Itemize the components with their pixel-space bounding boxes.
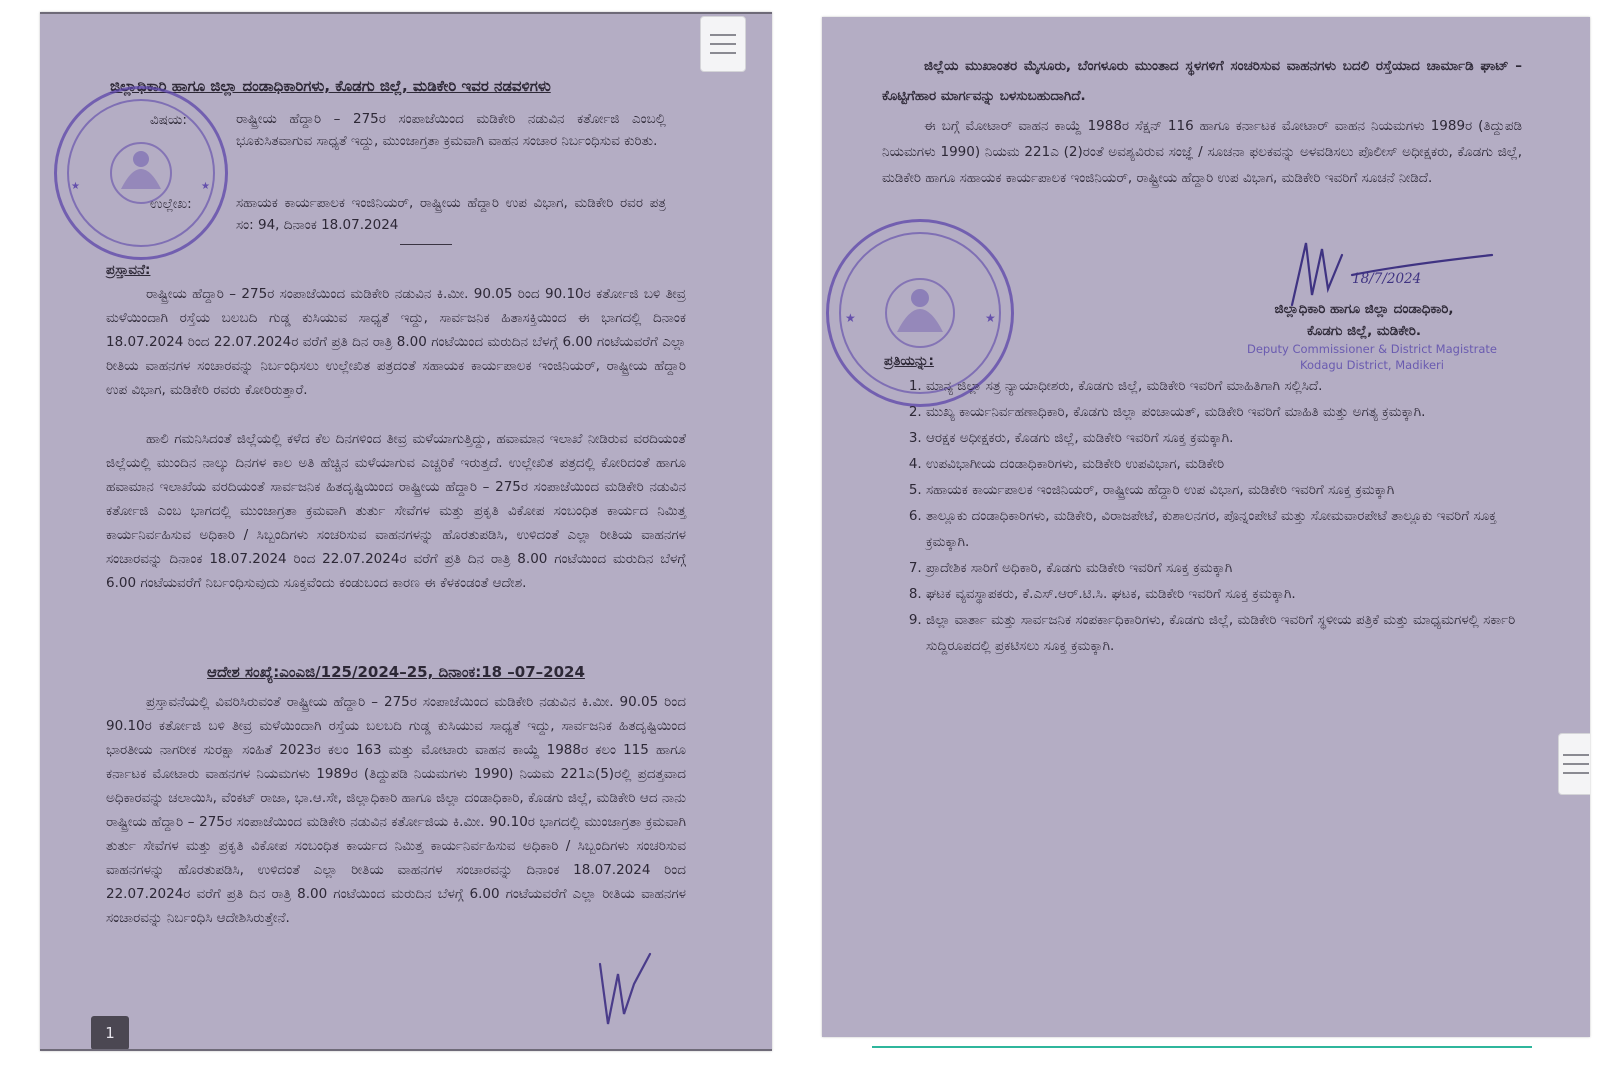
copy-recipient-list — [904, 373, 1536, 659]
list-item: 6. ತಾಲ್ಲೂಕು ದಂಡಾಧಿಕಾರಿಗಳು, ಮಡಿಕೇರಿ, ವಿರಾಜಪೇಟೆ, ಕುಶಾಲನಗರ, ಪೊನ್ನಂಪೇಟೆ ಮತ್ತು ಸೋಮವಾರಪೇಟೆ ತಾಲ್ಲೂಕು ಇವರಿಗೆ ಸೂಕ್ತ ಕ್ರಮಕ್ಕಾಗಿ. — [926, 503, 1536, 555]
list-item: 9. ಜಿಲ್ಲಾ ವಾರ್ತಾ ಮತ್ತು ಸಾರ್ವಜನಿಕ ಸಂಪರ್ಕಾಧಿಕಾರಿಗಳು, ಕೊಡಗು ಜಿಲ್ಲೆ, ಮಡಿಕೇರಿ ಇವರಿಗೆ ಸ್ಥಳೀಯ ಪತ್ರಿಕೆ ಮತ್ತು ಮಾಧ್ಯಮಗಳಲ್ಲಿ ಸರ್ಕಾರಿ ಸುದ್ದಿರೂಪದಲ್ಲಿ ಪ್ರಕಟಿಸಲು ಸೂಕ್ತ ಕ್ರಮಕ್ಕಾಗಿ. — [926, 607, 1536, 659]
hamburger-icon — [1563, 772, 1589, 774]
order-heading: ಜಿಲ್ಲಾಧಿಕಾರಿ ಹಾಗೂ ಜಿಲ್ಲಾ ದಂಡಾಧಿಕಾರಿಗಳು, ಕೊಡಗು ಜಿಲ್ಲೆ, ಮಡಿಕೇರಿ ಇವರ ನಡವಳಿಗಳು — [110, 77, 551, 95]
preamble-label: ಪ್ರಸ್ತಾವನೆ: — [106, 262, 151, 278]
subject-label: ವಿಷಯ: — [150, 112, 187, 128]
signature-date: 18/7/2024 — [1352, 271, 1422, 287]
document-page-1 — [40, 12, 772, 1051]
reference-text: ಸಹಾಯಕ ಕಾರ್ಯಪಾಲಕ ಇಂಜಿನಿಯರ್, ರಾಷ್ಟ್ರೀಯ ಹೆದ್ದಾರಿ ಉಪ ವಿಭಾಗ, ಮಡಿಕೇರಿ ರವರ ಪತ್ರ ಸಂ: 94, ದಿನಾಂಕ 18.07.2024 — [236, 195, 666, 233]
document-page-2 — [822, 17, 1590, 1037]
svg-text:★: ★ — [201, 181, 210, 192]
svg-text:★: ★ — [845, 311, 856, 325]
list-item: 2. ಮುಖ್ಯ ಕಾರ್ಯನಿರ್ವಹಣಾಧಿಕಾರಿ, ಕೊಡಗು ಜಿಲ್ಲಾ ಪಂಚಾಯತ್, ಮಡಿಕೇರಿ ಇವರಿಗೆ ಮಾಹಿತಿ ಮತ್ತು ಅಗತ್ಯ ಕ್ರಮಕ್ಕಾಗಿ. — [926, 399, 1536, 425]
list-item: 3. ಆರಕ್ಷಕ ಅಧೀಕ್ಷಕರು, ಕೊಡಗು ಜಿಲ್ಲೆ, ಮಡಿಕೇರಿ ಇವರಿಗೆ ಸೂಕ್ತ ಕ್ರಮಕ್ಕಾಗಿ. — [926, 425, 1536, 451]
page-number-badge: 1 — [91, 1016, 129, 1050]
list-item: 5. ಸಹಾಯಕ ಕಾರ್ಯಪಾಲಕ ಇಂಜಿನಿಯರ್, ರಾಷ್ಟ್ರೀಯ ಹೆದ್ದಾರಿ ಉಪ ವಿಭಾಗ, ಮಡಿಕೇರಿ ಇವರಿಗೆ ಸೂಕ್ತ ಕ್ರಮಕ್ಕಾಗಿ — [926, 477, 1536, 503]
hamburger-icon — [1563, 754, 1589, 756]
svg-text:★: ★ — [985, 311, 996, 325]
signatory-title: ಜಿಲ್ಲಾಧಿಕಾರಿ ಹಾಗೂ ಜಿಲ್ಲಾ ದಂಡಾಧಿಕಾರಿ, — [1274, 301, 1454, 317]
preamble-paragraph-1: ರಾಷ್ಟ್ರೀಯ ಹೆದ್ದಾರಿ – 275ರ ಸಂಪಾಜೆಯಿಂದ ಮಡಿಕೇರಿ ನಡುವಿನ ಕಿ.ಮೀ. 90.05 ರಿಂದ 90.10ರ ಕರ್ತೋಜಿ ಬಳಿ ತೀವ್ರ ಮಳೆಯಿಂದಾಗಿ ರಸ್ತೆಯ ಬಲಬದಿ ಗುಡ್ಡ ಕುಸಿಯುವ ಸಾಧ್ಯತೆ ಇದ್ದು, ಸಾರ್ವಜನಿಕ ಹಿತಾಸಕ್ತಿಯಿಂದ ಈ ಭಾಗದಲ್ಲಿ ದಿನಾಂಕ 18.07.2024 ರಿಂದ 22.07.2024ರ ವರೆಗೆ ಪ್ರತಿ ದಿನ ರಾತ್ರಿ 8.00 ಗಂಟೆಯಿಂದ ಮರುದಿನ ಬೆಳಗ್ಗೆ 6.00 ಗಂಟೆಯವರೆಗೆ ಎಲ್ಲಾ ರೀತಿಯ ವಾಹನಗಳ ಸಂಚಾರವನ್ನು ನಿರ್ಬಂಧಿಸಲು ಉಲ್ಲೇಖಿತ ಪತ್ರದಂತೆ ಸಹಾಯಕ ಕಾರ್ಯಪಾಲಕ ಇಂಜಿನಿಯರ್, ರಾಷ್ಟ್ರೀಯ ಹೆದ್ದಾರಿ ಉಪ ವಿಭಾಗ, ಮಡಿಕೇರಿ ರವರು ಕೋರಿರುತ್ತಾರೆ. — [106, 286, 686, 398]
page2-paragraph-2: ಈ ಬಗ್ಗೆ ಮೋಟಾರ್ ವಾಹನ ಕಾಯ್ದೆ 1988ರ ಸೆಕ್ಷನ್ 116 ಹಾಗೂ ಕರ್ನಾಟಕ ಮೋಟಾರ್ ವಾಹನ ನಿಯಮಗಳು 1989ರ (ತಿದ್ದುಪಡಿ ನಿಯಮಗಳು 1990) ನಿಯಮ 221ಎ (2)ರಂತೆ ಅವಶ್ಯವಿರುವ ಸಂಜ್ಞೆ / ಸೂಚನಾ ಫಲಕವನ್ನು ಅಳವಡಿಸಲು ಪೊಲೀಸ್ ಅಧೀಕ್ಷಕರು, ಕೊಡಗು ಜಿಲ್ಲೆ, ಮಡಿಕೇರಿ ಹಾಗೂ ಸಹಾಯಕ ಕಾರ್ಯಪಾಲಕ ಇಂಜಿನಿಯರ್, ರಾಷ್ಟ್ರೀಯ ಹೆದ್ದಾರಿ ಉಪ ವಿಭಾಗ, ಮಡಿಕೇರಿ ಇವರಿಗೆ ಸೂಚನೆ ನೀಡಿದೆ. — [882, 118, 1522, 186]
svg-text:★: ★ — [71, 181, 80, 192]
hamburger-icon — [710, 34, 736, 36]
reference-label: ಉಲ್ಲೇಖ: — [150, 196, 192, 212]
list-item: 7. ಪ್ರಾದೇಶಿಕ ಸಾರಿಗೆ ಅಧಿಕಾರಿ, ಕೊಡಗು ಮಡಿಕೇರಿ ಇವರಿಗೆ ಸೂಕ್ತ ಕ್ರಮಕ್ಕಾಗಿ — [926, 555, 1536, 581]
seal-line-2: Kodagu District, Madikeri — [1300, 358, 1444, 372]
list-item: 8. ಘಟಕ ವ್ಯವಸ್ಥಾಪಕರು, ಕೆ.ಎಸ್.ಆರ್.ಟಿ.ಸಿ. ಘಟಕ, ಮಡಿಕೇರಿ ಇವರಿಗೆ ಸೂಕ್ತ ಕ್ರಮಕ್ಕಾಗಿ. — [926, 581, 1536, 607]
page-menu-button-side[interactable] — [1558, 733, 1590, 795]
page2-paragraph-1: ಜಿಲ್ಲೆಯ ಮುಖಾಂತರ ಮೈಸೂರು, ಬೆಂಗಳೂರು ಮುಂತಾದ ಸ್ಥಳಗಳಿಗೆ ಸಂಚರಿಸುವ ವಾಹನಗಳು ಬದಲಿ ರಸ್ತೆಯಾದ ಚಾರ್ಮಾಡಿ ಘಾಟ್ – ಕೊಟ್ಟಿಗೆಹಾರ ಮಾರ್ಗವನ್ನು ಬಳಸುಬಹುದಾಗಿದೆ. — [882, 58, 1522, 104]
order-number-title: ಆದೇಶ ಸಂಖ್ಯೆ:ಎಂಎಜಿ/125/2024–25, ದಿನಾಂಕ:18 –07–2024 — [207, 663, 585, 681]
hamburger-icon — [710, 43, 736, 45]
subject-text: ರಾಷ್ಟ್ರೀಯ ಹೆದ್ದಾರಿ – 275ರ ಸಂಪಾಜೆಯಿಂದ ಮಡಿಕೇರಿ ನಡುವಿನ ಕರ್ತೋಜಿ ಎಂಬಲ್ಲಿ ಭೂಕುಸಿತವಾಗುವ ಸಾಧ್ಯತೆ ಇದ್ದು, ಮುಂಜಾಗ್ರತಾ ಕ್ರಮವಾಗಿ ವಾಹನ ಸಂಚಾರ ನಿರ್ಬಂಧಿಸುವ ಕುರಿತು. — [236, 111, 666, 149]
seal-line-1: Deputy Commissioner & District Magistrate — [1246, 342, 1498, 356]
copy-to-label: ಪ್ರತಿಯನ್ನು: — [884, 353, 934, 369]
list-item: 1. ಮಾನ್ಯ ಜಿಲ್ಲಾ ಸತ್ರ ನ್ಯಾಯಾಧೀಶರು, ಕೊಡಗು ಜಿಲ್ಲೆ, ಮಡಿಕೇರಿ ಇವರಿಗೆ ಮಾಹಿತಿಗಾಗಿ ಸಲ್ಲಿಸಿದೆ. — [926, 373, 1536, 399]
preamble-paragraph-2: ಹಾಲಿ ಗಮನಿಸಿದಂತೆ ಜಿಲ್ಲೆಯಲ್ಲಿ ಕಳೆದ ಕೆಲ ದಿನಗಳಿಂದ ತೀವ್ರ ಮಳೆಯಾಗುತ್ತಿದ್ದು, ಹವಾಮಾನ ಇಲಾಖೆ ನೀಡಿರುವ ವರದಿಯಂತೆ ಜಿಲ್ಲೆಯಲ್ಲಿ ಮುಂದಿನ ನಾಲ್ಕು ದಿನಗಳ ಕಾಲ ಅತಿ ಹೆಚ್ಚಿನ ಮಳೆಯಾಗುವ ಎಚ್ಚರಿಕೆ ಇರುತ್ತದೆ. ಉಲ್ಲೇಖಿತ ಪತ್ರದಲ್ಲಿ ಕೋರಿದಂತೆ ಹಾಗೂ ಹವಾಮಾನ ಇಲಾಖೆಯ ವರದಿಯಂತೆ ಸಾರ್ವಜನಿಕ ಹಿತದೃಷ್ಟಿಯಿಂದ ರಾಷ್ಟ್ರೀಯ ಹೆದ್ದಾರಿ – 275ರ ಸಂಪಾಜೆಯಿಂದ ಮಡಿಕೇರಿ ನಡುವಿನ ಕರ್ತೋಜಿ ಎಂಬ ಭಾಗದಲ್ಲಿ ಮುಂಜಾಗ್ರತಾ ಕ್ರಮವಾಗಿ ತುರ್ತು ಸೇವೆಗಳ ಮತ್ತು ಪ್ರಕೃತಿ ವಿಕೋಪ ಸಂಬಂಧಿತ ಕಾರ್ಯದ ನಿಮಿತ್ತ ಕಾರ್ಯನಿರ್ವಹಿಸುವ ಅಧಿಕಾರಿ / ಸಿಬ್ಬಂದಿಗಳು ಸಂಚರಿಸುವ ವಾಹನಗಳನ್ನು ಹೊರತುಪಡಿಸಿ, ಉಳಿದಂತೆ ಎಲ್ಲಾ ರೀತಿಯ ವಾಹನಗಳ ಸಂಚಾರವನ್ನು ದಿನಾಂಕ 18.07.2024 ರಿಂದ 22.07.2024ರ ವರೆಗೆ ಪ್ರತಿ ದಿನ ರಾತ್ರಿ 8.00 ಗಂಟೆಯಿಂದ ಮರುದಿನ ಬೆಳಗ್ಗೆ 6.00 ಗಂಟೆಯವರೆಗೆ ನಿರ್ಬಂಧಿಸುವುದು ಸೂಕ್ತವೆಂದು ಕಂಡುಬಂದ ಕಾರಣ ಈ ಕೆಳಕಂಡಂತೆ ಆದೇಶ. — [106, 431, 686, 591]
hamburger-icon — [1563, 763, 1589, 765]
page-scroll-indicator — [872, 1046, 1532, 1048]
order-paragraph: ಪ್ರಸ್ತಾವನೆಯಲ್ಲಿ ವಿವರಿಸಿರುವಂತೆ ರಾಷ್ಟ್ರೀಯ ಹೆದ್ದಾರಿ – 275ರ ಸಂಪಾಜೆಯಿಂದ ಮಡಿಕೇರಿ ನಡುವಿನ ಕಿ.ಮೀ. 90.05 ರಿಂದ 90.10ರ ಕರ್ತೋಜಿ ಬಳಿ ತೀವ್ರ ಮಳೆಯಿಂದಾಗಿ ರಸ್ತೆಯ ಬಲಬದಿ ಗುಡ್ಡ ಕುಸಿಯುವ ಸಾಧ್ಯತೆ ಇದ್ದು, ಸಾರ್ವಜನಿಕ ಹಿತದೃಷ್ಟಿಯಿಂದ ಭಾರತೀಯ ನಾಗರೀಕ ಸುರಕ್ಷಾ ಸಂಹಿತೆ 2023ರ ಕಲಂ 163 ಮತ್ತು ಮೋಟಾರು ವಾಹನ ಕಾಯ್ದೆ 1988ರ ಕಲಂ 115 ಹಾಗೂ ಕರ್ನಾಟಕ ಮೋಟಾರು ವಾಹನಗಳ ನಿಯಮಗಳು 1989ರ (ತಿದ್ದುಪಡಿ ನಿಯಮಗಳು 1990) ನಿಯಮ 221ಎ(5)ರಲ್ಲಿ ಪ್ರದತ್ತವಾದ ಅಧಿಕಾರವನ್ನು ಚಲಾಯಿಸಿ, ವೆಂಕಟ್ ರಾಜಾ, ಭಾ.ಆ.ಸೇ, ಜಿಲ್ಲಾಧಿಕಾರಿ ಹಾಗೂ ಜಿಲ್ಲಾ ದಂಡಾಧಿಕಾರಿ, ಕೊಡಗು ಜಿಲ್ಲೆ, ಮಡಿಕೇರಿ ಆದ ನಾನು ರಾಷ್ಟ್ರೀಯ ಹೆದ್ದಾರಿ – 275ರ ಸಂಪಾಜೆಯಿಂದ ಮಡಿಕೇರಿ ನಡುವಿನ ಕರ್ತೋಜಿಯ ಕಿ.ಮೀ. 90.10ರ ಭಾಗದಲ್ಲಿ ಮುಂಜಾಗ್ರತಾ ಕ್ರಮವಾಗಿ ತುರ್ತು ಸೇವೆಗಳ ಮತ್ತು ಪ್ರಕೃತಿ ವಿಕೋಪ ಸಂಬಂಧಿತ ಕಾರ್ಯದ ನಿಮಿತ್ತ ಕಾರ್ಯನಿರ್ವಹಿಸುವ ಅಧಿಕಾರಿ / ಸಿಬ್ಬಂದಿಗಳು ಸಂಚರಿಸುವ ವಾಹನಗಳನ್ನು ಹೊರತುಪಡಿಸಿ, ಉಳಿದಂತೆ ಎಲ್ಲಾ ರೀತಿಯ ವಾಹನಗಳ ಸಂಚಾರವನ್ನು ದಿನಾಂಕ 18.07.2024 ರಿಂದ 22.07.2024ರ ವರೆಗೆ ಪ್ರತಿ ದಿನ ರಾತ್ರಿ 8.00 ಗಂಟೆಯಿಂದ ಮರುದಿನ ಬೆಳಗ್ಗೆ 6.00 ಗಂಟೆಯವರೆಗೆ ಎಲ್ಲಾ ರೀತಿಯ ವಾಹನಗಳ ಸಂಚಾರವನ್ನು ನಿರ್ಬಂಧಿಸಿ ಆದೇಶಿಸಿರುತ್ತೇನೆ. — [106, 694, 686, 926]
signature-mark — [590, 944, 670, 1034]
page-menu-button[interactable] — [700, 16, 746, 72]
list-item: 4. ಉಪವಿಭಾಗೀಯ ದಂಡಾಧಿಕಾರಿಗಳು, ಮಡಿಕೇರಿ ಉಪವಿಭಾಗ, ಮಡಿಕೇರಿ — [926, 451, 1536, 477]
hamburger-icon — [710, 52, 736, 54]
signatory-location: ಕೊಡಗು ಜಿಲ್ಲೆ, ಮಡಿಕೇರಿ. — [1306, 323, 1422, 339]
divider — [400, 244, 452, 245]
